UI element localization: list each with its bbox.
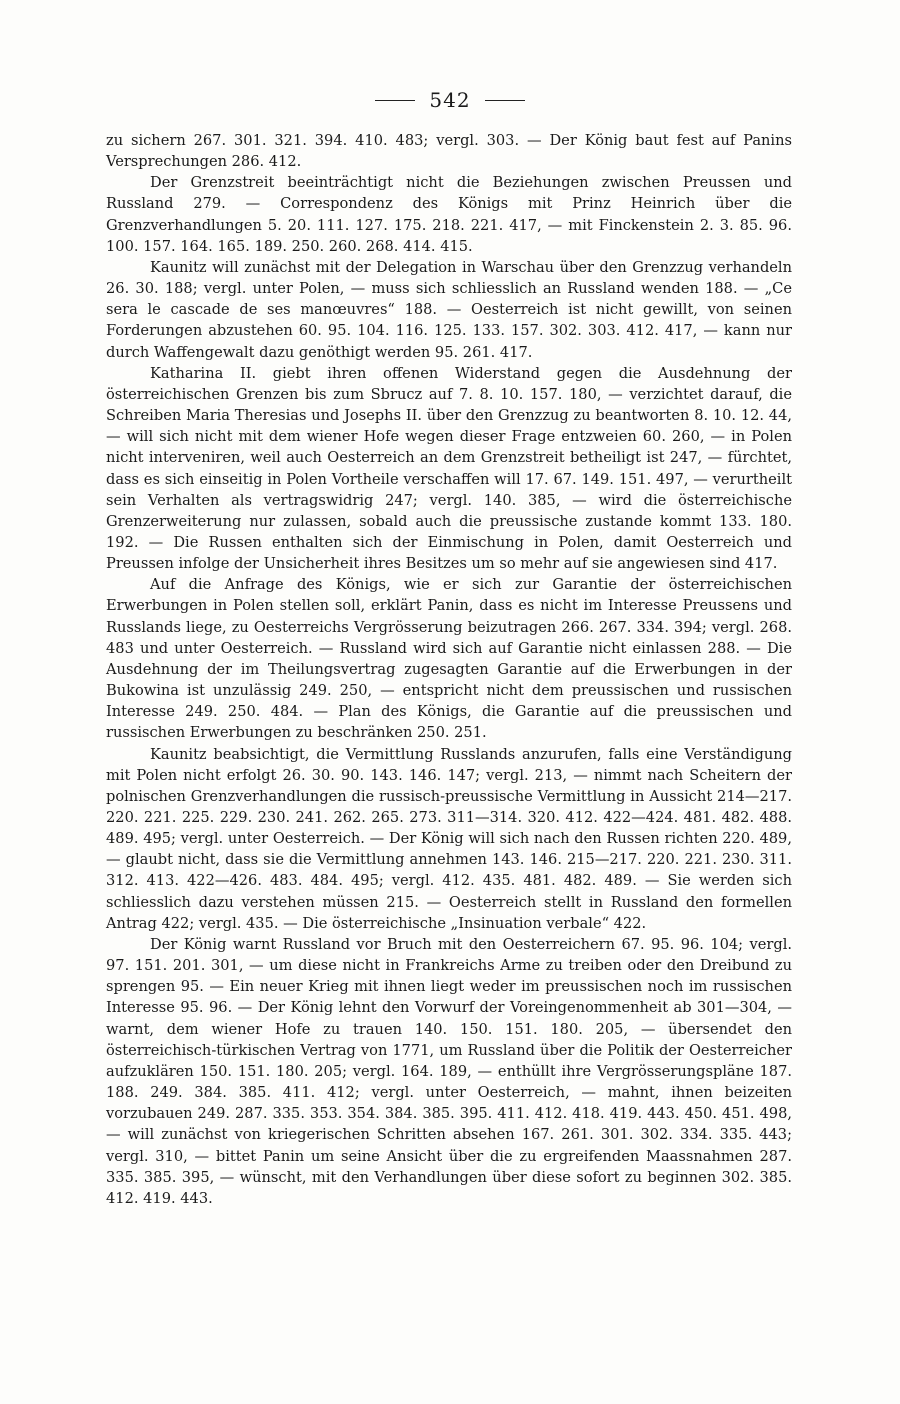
paragraph-2: Der Grenzstreit beeinträchtigt nicht die Beziehungen zwischen Preussen und Russland 279. — Correspondenz des Königs mit Prinz Heinrich über die Grenzverhandlungen 5. 20. 111. 127. 175. 218. 221. 417, — mit Finckenstein 2. 3. 85. 96. 100. 157. 164. 165. 189. 250. 260. 268. 414. 415. [106,174,792,255]
paragraph-5: Auf die Anfrage des Königs, wie er sich zur Garantie der österreichischen Erwerbungen in Polen stellen soll, erklärt Panin, dass es nicht im Interesse Preussens und Russlands liege, zu Oesterreichs Vergrösserung beizutragen 266. 267. 334. 394; vergl. 268. 483 und unter Oesterreich. — Russland wird sich auf Garantie nicht einlassen 288. — Die Ausdehnung der im Theilungsvertrag zugesagten Garantie auf die Erwerbungen in der Bukowina ist unzulässig 249. 250, — entspricht nicht dem preussischen und russischen Interesse 249. 250. 484. — Plan des Königs, die Garantie auf die preussischen und russischen Erwerbungen zu beschränken 250. 251. [106,576,792,742]
paragraph-4: Katharina II. giebt ihren offenen Widerstand gegen die Ausdehnung der österreichischen Grenzen bis zum Sbrucz auf 7. 8. 10. 157. 180, — verzichtet darauf, die Schreiben Maria Theresias und Josephs II. über den Grenzzug zu beantworten 8. 10. 12. 44, — will sich nicht mit dem wiener Hofe wegen dieser Frage entzweien 60. 260, — in Polen nicht interveniren, weil auch Oesterreich an dem Grenzstreit betheiligt ist 247, — fürchtet, dass es sich einseitig in Polen Vortheile verschaffen will 17. 67. 149. 151. 497, — verurtheilt sein Verhalten als vertragswidrig 247; vergl. 140. 385, — wird die österreichische Grenzerweiterung nur zulassen, sobald auch die preussische zustande kommt 133. 180. 192. — Die Russen enthalten sich der Einmischung in Polen, damit Oesterreich und Preussen infolge der Unsicherheit ihres Besitzes um so mehr auf sie angewiesen sind 417. [106,364,792,573]
paragraph-1: zu sichern 267. 301. 321. 394. 410. 483; vergl. 303. — Der König baut fest auf Panins Versprechungen 286. 412. [106,132,792,171]
paragraph-6: Kaunitz beabsichtigt, die Vermittlung Russlands anzurufen, falls eine Verständigung mit Polen nicht erfolgt 26. 30. 90. 143. 146. 147; vergl. 213, — nimmt nach Scheitern der polnischen Grenzverhandlungen die russisch-preussische Vermittlung in Aussicht 214—217. 220. 221. 225. 229. 230. 241. 262. 265. 273. 311—314. 320. 412. 422—424. 481. 482. 488. 489. 495; vergl. unter Oesterreich. — Der König will sich nach den Russen richten 220. 489, — glaubt nicht, dass sie die Vermittlung annehmen 143. 146. 215—217. 220. 221. 230. 311. 312. 413. 422—426. 483. 484. 495; vergl. 412. 435. 481. 482. 489. — Sie werden sich schliesslich dazu verstehen müssen 215. — Oesterreich stellt in Russland den formellen Antrag 422; vergl. 435. — Die österreichische „Insinuation verbale“ 422. [106,745,792,932]
page-number: 542 [429,88,471,112]
header-rule-left [375,100,415,101]
header-rule-right [485,100,525,101]
paragraph-7: Der König warnt Russland vor Bruch mit den Oesterreichern 67. 95. 96. 104; vergl. 97. 151. 201. 301, — um diese nicht in Frankreichs Arme zu treiben oder den Dreibund zu sprengen 95. — Ein neuer Krieg mit ihnen liegt weder im preussischen noch im russischen Interesse 95. 96. — Der König lehnt den Vorwurf der Voreingenommenheit ab 301—304, — warnt, dem wiener Hofe zu trauen 140. 150. 151. 180. 205, — übersendet den österreichisch-türkischen Vertrag von 1771, um Russland über die Politik der Oesterreicher aufzuklären 150. 151. 180. 205; vergl. 164. 189, — enthüllt ihre Vergrösserungspläne 187. 188. 249. 384. 385. 411. 412; vergl. unter Oesterreich, — mahnt, ihnen beizeiten vorzubauen 249. 287. 335. 353. 354. 384. 385. 395. 411. 412. 418. 419. 443. 450. 451. 498, — will zunächst von kriegerischen Schritten absehen 167. 261. 301. 302. 334. 335. 443; vergl. 310, — bittet Panin um seine Ansicht über die zu ergreifenden Maassnahmen 287. 335. 385. 395, — wünscht, mit den Verhandlungen über diese sofort zu beginnen 302. 385. 412. 419. 443. [106,935,792,1207]
body-text [106,130,792,1209]
page-header [0,88,900,112]
paragraph-3: Kaunitz will zunächst mit der Delegation in Warschau über den Grenzzug verhandeln 26. 30. 188; vergl. unter Polen, — muss sich schliesslich an Russland wenden 188. — „Ce sera le cascade de ses manœuvres“ 188. — Oesterreich ist nicht gewillt, von seinen Forderungen abzustehen 60. 95. 104. 116. 125. 133. 157. 302. 303. 412. 417, — kann nur durch Waffengewalt dazu genöthigt werden 95. 261. 417. [106,258,792,361]
